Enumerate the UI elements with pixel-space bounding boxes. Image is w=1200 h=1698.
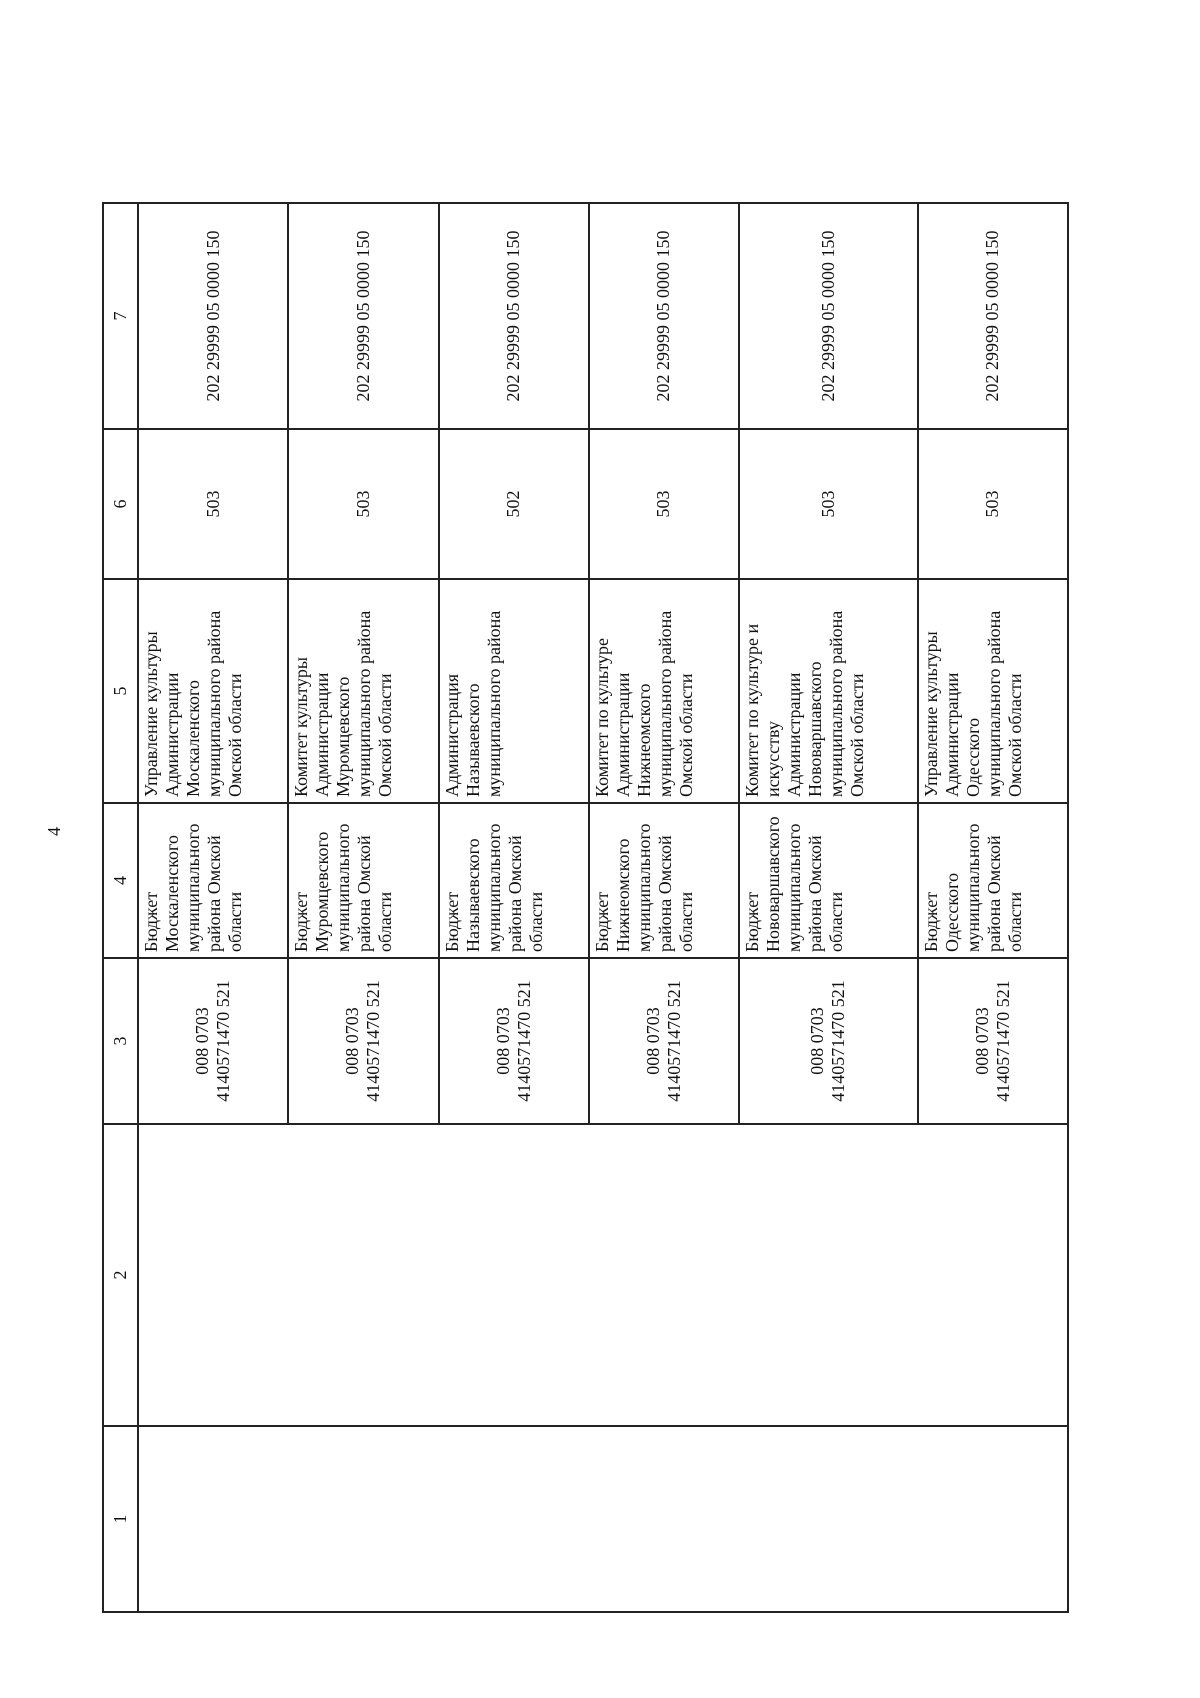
rotated-table-container [102, 204, 1069, 1613]
allocation-table [102, 202, 1069, 1613]
col1-cell [138, 1426, 1068, 1612]
admin-code-cell: 503 [589, 429, 739, 579]
budget-code-cell: 008 0703 4140571470 521 [439, 958, 589, 1124]
revenue-code-cell: 202 29999 05 0000 150 [589, 203, 739, 429]
header-col-3: 3 [103, 958, 138, 1124]
revenue-code-cell: 202 29999 05 0000 150 [288, 203, 438, 429]
revenue-code-cell: 202 29999 05 0000 150 [739, 203, 918, 429]
recipient-cell: Комитет культуры Администрации Муромцевского муниципального района Омской области [288, 579, 438, 803]
budget-code-cell: 008 0703 4140571470 521 [739, 958, 918, 1124]
header-row [103, 203, 138, 1612]
header-col-2: 2 [103, 1124, 138, 1426]
header-col-6: 6 [103, 429, 138, 579]
admin-code-cell: 502 [439, 429, 589, 579]
budget-code-cell: 008 0703 4140571470 521 [288, 958, 438, 1124]
col2-cell [138, 1124, 1068, 1426]
recipient-cell: Комитет по культуре Администрации Нижнеомского муниципального района Омской области [589, 579, 739, 803]
recipient-cell: Управление культуры Администрации Одесского муниципального района Омской области [918, 579, 1068, 803]
budget-name-cell: Бюджет Москаленского муниципального района Омской области [138, 803, 288, 958]
admin-code-cell: 503 [138, 429, 288, 579]
budget-name-cell: Бюджет Одесского муниципального района Омской области [918, 803, 1068, 958]
admin-code-cell: 503 [288, 429, 438, 579]
admin-code-cell: 503 [739, 429, 918, 579]
revenue-code-cell: 202 29999 05 0000 150 [439, 203, 589, 429]
page-number: 4 [44, 827, 64, 836]
header-col-4: 4 [103, 803, 138, 958]
header-col-7: 7 [103, 203, 138, 429]
budget-name-cell: Бюджет Нововаршавского муниципального района Омской области [739, 803, 918, 958]
budget-code-cell: 008 0703 4140571470 521 [918, 958, 1068, 1124]
budget-name-cell: Бюджет Называевского муниципального района Омской области [439, 803, 589, 958]
table-row [138, 203, 288, 1612]
revenue-code-cell: 202 29999 05 0000 150 [918, 203, 1068, 429]
header-col-1: 1 [103, 1426, 138, 1612]
recipient-cell: Управление культуры Администрации Москаленского муниципального района Омской области [138, 579, 288, 803]
recipient-cell: Администрация Называевского муниципального района [439, 579, 589, 803]
recipient-cell: Комитет по культуре и искусству Администрации Нововаршавского муниципального района Омской области [739, 579, 918, 803]
budget-name-cell: Бюджет Муромцевского муниципального района Омской области [288, 803, 438, 958]
budget-code-cell: 008 0703 4140571470 521 [138, 958, 288, 1124]
admin-code-cell: 503 [918, 429, 1068, 579]
budget-name-cell: Бюджет Нижнеомского муниципального района Омской области [589, 803, 739, 958]
budget-code-cell: 008 0703 4140571470 521 [589, 958, 739, 1124]
revenue-code-cell: 202 29999 05 0000 150 [138, 203, 288, 429]
header-col-5: 5 [103, 579, 138, 803]
